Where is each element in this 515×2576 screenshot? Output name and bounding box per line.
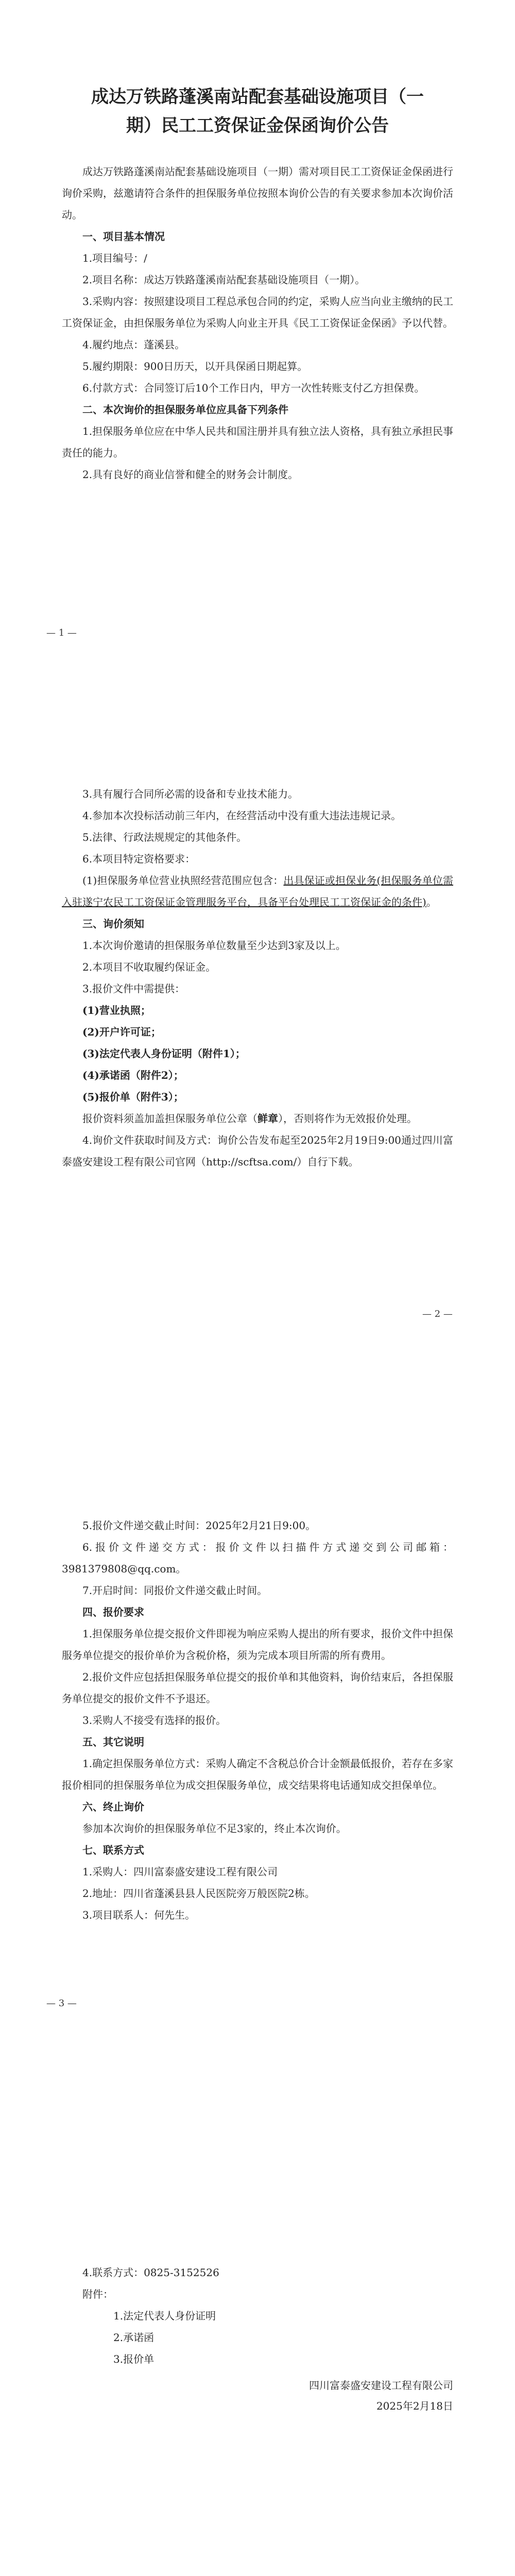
page-number-1: — 1 —	[46, 628, 77, 638]
section-1-heading: 一、项目基本情况	[82, 230, 165, 243]
section-2-heading: 二、本次询价的担保服务单位应具备下列条件	[82, 403, 288, 416]
page-1	[0, 0, 515, 737]
sec2-item-5: 5.法律、行政法规规定的其他条件。	[82, 831, 247, 843]
page-3-content	[62, 1515, 453, 1926]
sec4-item-2: 2.报价文件应包括担保服务单位提交的报价单和其他资料，询价结束后，各担保服务单位提交的报价文件不予退还。	[62, 1671, 453, 1705]
sec3-doc-5: (5)报价单（附件3）；	[82, 1091, 184, 1103]
intro-paragraph: 成达万铁路蓬溪南站配套基础设施项目（一期）需对项目民工工资保证金保函进行询价采购，兹邀请符合条件的担保服务单位按照本询价公告的有关要求参加本次询价活动。	[62, 165, 453, 221]
sec3-item-3: 3.报价文件中需提供：	[82, 982, 185, 995]
sec4-item-3: 3.采购人不接受有选择的报价。	[82, 1714, 227, 1726]
sec3-note	[62, 1108, 453, 1129]
sec3-item-5: 5.报价文件递交截止时间：2025年2月21日9:00。	[82, 1519, 316, 1532]
page-number-3: — 3 —	[46, 1998, 77, 2009]
sec3-item-1: 1.本次询价邀请的担保服务单位数量至少达到3家及以上。	[82, 939, 346, 952]
section-7-heading: 七、联系方式	[82, 1844, 144, 1856]
contact-phone: 4.联系方式：0825-3152526	[82, 2266, 219, 2279]
attachment-1: 1.法定代表人身份证明	[113, 2310, 216, 2322]
attachment-2: 2.承诺函	[113, 2331, 154, 2344]
sec2-item-7	[62, 870, 453, 913]
signature-company: 四川富泰盛安建设工程有限公司	[309, 2379, 453, 2392]
sec3-item-2: 2.本项目不收取履约保证金。	[82, 961, 216, 973]
page-4-content	[62, 2262, 453, 2416]
sec3-doc-1: (1)营业执照；	[82, 1004, 151, 1016]
page-1-content	[62, 82, 453, 485]
sec3-item-4: 4.询价文件获取时间及方式：询价公告发布起至2025年2月19日9:00通过四川富泰盛安建设工程有限公司官网（http://scftsa.com/）自行下载。	[62, 1134, 453, 1168]
section-4-heading: 四、报价要求	[82, 1606, 144, 1618]
sec1-item-4: 4.履约地点：蓬溪县。	[82, 338, 185, 351]
page-3	[0, 1473, 515, 2210]
sec2-item-3: 3.具有履行合同所必需的设备和专业技术能力。	[82, 788, 299, 800]
sec2-item-7-suffix: 。	[426, 896, 437, 908]
sec3-item-7: 7.开启时间：同报价文件递交截止时间。	[82, 1584, 268, 1597]
page-number-2: — 2 —	[422, 1309, 453, 1319]
sec3-note-prefix: 报价资料须盖加盖担保服务单位公章（	[82, 1112, 258, 1125]
sec1-item-1: 1.项目编号：/	[82, 252, 147, 264]
attachments-label: 附件：	[82, 2288, 113, 2300]
sec7-item-2: 2.地址：四川省蓬溪县县人民医院旁万般医院2栋。	[82, 1887, 315, 1900]
sec1-item-3: 3.采购内容：按照建设项目工程总承包合同的约定，采购人应当向业主缴纳的民工工资保证金，由担保服务单位为采购人向业主开具《民工工资保证金保函》予以代替。	[62, 295, 453, 329]
sec7-item-1: 1.采购人：四川富泰盛安建设工程有限公司	[82, 1866, 278, 1878]
sec3-doc-3: (3)法定代表人身份证明（附件1）；	[82, 1047, 246, 1060]
sec2-item-6: 6.本项目特定资格要求：	[82, 853, 196, 865]
sec3-note-bold: 鲜章	[258, 1112, 278, 1125]
document-title-line2: 期）民工工资保证金保函询价公告	[126, 115, 389, 136]
section-3-heading: 三、询价须知	[82, 918, 144, 930]
sec6-item-1: 参加本次询价的担保服务单位不足3家的，终止本次询价。	[82, 1822, 347, 1835]
sec2-item-1: 1.担保服务单位应在中华人民共和国注册并具有独立法人资格，具有独立承担民事责任的能力。	[62, 425, 453, 459]
sec4-item-1: 1.担保服务单位提交报价文件即视为响应采购人提出的所有要求，报价文件中担保服务单位提交的报价单价为含税价格，须为完成本项目所需的所有费用。	[62, 1628, 453, 1662]
sec1-item-5: 5.履约期限：900日历天，以开具保函日期起算。	[82, 360, 308, 372]
sec7-item-3: 3.项目联系人：何先生。	[82, 1909, 196, 1921]
section-6-heading: 六、终止询价	[82, 1801, 144, 1813]
sec3-doc-4: (4)承诺函（附件2）；	[82, 1069, 184, 1081]
sec3-note-suffix: ），否则将作为无效报价处理。	[278, 1112, 417, 1125]
page-2-content	[62, 783, 453, 1173]
sec5-item-1: 1.确定担保服务单位方式：采购人确定不含税总价合计金额最低报价，若存在多家报价相同的担保服务单位为成交担保服务单位，成交结果将电话通知成交担保单位。	[62, 1757, 453, 1791]
signature-date: 2025年2月18日	[376, 2400, 453, 2412]
sec3-item-6: 6.报价文件递交方式：报价文件以扫描件方式递交到公司邮箱：3981379808@qq.com。	[62, 1541, 453, 1575]
sec2-item-4: 4.参加本次投标活动前三年内，在经营活动中没有重大违法违规记录。	[82, 809, 402, 822]
sec1-item-6: 6.付款方式：合同签订后10个工作日内，甲方一次性转账支付乙方担保费。	[82, 382, 425, 394]
sec2-item-7-prefix: (1)担保服务单位营业执照经营范围应包含：	[82, 874, 284, 887]
sec3-doc-2: (2)开户许可证；	[82, 1026, 161, 1038]
document-title-line1: 成达万铁路蓬溪南站配套基础设施项目（一	[91, 87, 424, 107]
sec2-item-7-underlined: 出具保证或担保业务(担保服务单位需入驻遂宁农民工工资保证金管理服务平台，具备平台处理民工工资保证金的条件)	[62, 874, 453, 908]
page-4	[0, 2210, 515, 2576]
sec2-item-2: 2.具有良好的商业信誉和健全的财务会计制度。	[82, 468, 299, 481]
sec1-item-2: 2.项目名称：成达万铁路蓬溪南站配套基础设施项目（一期）。	[82, 274, 366, 286]
page-2	[0, 737, 515, 1473]
section-5-heading: 五、其它说明	[82, 1736, 144, 1748]
attachment-3: 3.报价单	[113, 2353, 154, 2365]
